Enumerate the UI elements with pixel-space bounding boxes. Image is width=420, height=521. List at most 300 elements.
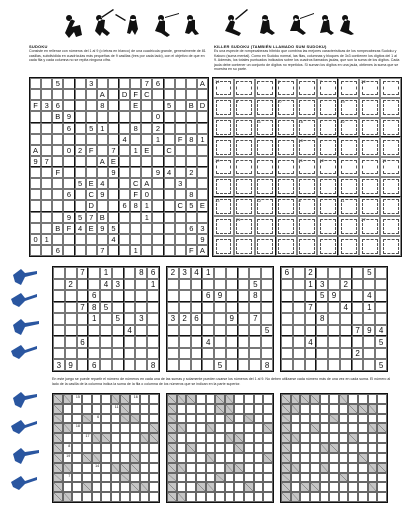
sudoku16-cell[interactable]: 5	[86, 123, 97, 134]
kakuro-entry-cell[interactable]	[101, 423, 111, 433]
sudoku16-cell[interactable]	[130, 134, 141, 145]
kakuro-entry-cell[interactable]	[368, 414, 378, 424]
sudoku9-cell[interactable]	[135, 325, 147, 337]
killer-cell[interactable]	[317, 236, 338, 256]
kakuro-entry-cell[interactable]	[225, 423, 235, 433]
sudoku9-cell[interactable]	[179, 336, 191, 348]
kakuro-entry-cell[interactable]	[358, 414, 368, 424]
killer-cell[interactable]	[297, 197, 318, 217]
sudoku9-cell[interactable]: 3	[179, 267, 191, 279]
sudoku9-cell[interactable]	[191, 325, 203, 337]
kakuro-entry-cell[interactable]	[320, 414, 330, 424]
sudoku16-cell[interactable]	[175, 156, 186, 167]
sudoku9-cell[interactable]	[214, 267, 226, 279]
sudoku16-cell[interactable]: 4	[97, 178, 108, 189]
killer-cell[interactable]	[338, 118, 359, 138]
killer-cell[interactable]	[234, 137, 255, 157]
killer-cell[interactable]	[276, 177, 297, 197]
sudoku16-cell[interactable]	[186, 78, 197, 89]
kakuro-entry-cell[interactable]	[263, 394, 273, 404]
kakuro-entry-cell[interactable]	[63, 482, 73, 492]
sudoku9-cell[interactable]: 8	[88, 302, 100, 314]
sudoku9-cell[interactable]	[88, 267, 100, 279]
sudoku9-cell[interactable]	[112, 348, 124, 360]
kakuro-entry-cell[interactable]	[320, 482, 330, 492]
kakuro-entry-cell[interactable]	[320, 394, 330, 404]
killer-cell[interactable]	[234, 157, 255, 177]
sudoku16-cell[interactable]: 5	[164, 100, 175, 111]
kakuro-entry-cell[interactable]	[186, 423, 196, 433]
sudoku9-cell[interactable]	[261, 336, 273, 348]
sudoku9-cell[interactable]	[202, 313, 214, 325]
kakuro-entry-cell[interactable]	[92, 404, 102, 414]
killer-cell[interactable]	[359, 137, 380, 157]
sudoku16-cell[interactable]: 3	[197, 223, 208, 234]
kakuro-entry-cell[interactable]	[358, 443, 368, 453]
sudoku16-cell[interactable]: 6	[186, 223, 197, 234]
sudoku9-cell[interactable]	[328, 359, 340, 371]
sudoku16-cell[interactable]	[175, 212, 186, 223]
sudoku9-cell[interactable]: 4	[124, 325, 136, 337]
killer-cell[interactable]	[234, 78, 255, 98]
sudoku9-cell[interactable]	[281, 279, 293, 291]
killer-cell[interactable]	[359, 98, 380, 118]
kakuro-entry-cell[interactable]	[72, 492, 82, 502]
sudoku16-cell[interactable]: 8	[130, 200, 141, 211]
kakuro-entry-cell[interactable]	[111, 433, 121, 443]
sudoku16-cell[interactable]: 9	[197, 234, 208, 245]
kakuro-entry-cell[interactable]	[291, 414, 301, 424]
sudoku9-cell[interactable]	[249, 359, 261, 371]
kakuro-entry-cell[interactable]	[358, 482, 368, 492]
kakuro-entry-cell[interactable]	[111, 473, 121, 483]
sudoku16-cell[interactable]	[197, 123, 208, 134]
kakuro-entry-cell[interactable]	[82, 473, 92, 483]
kakuro-entry-cell[interactable]	[215, 453, 225, 463]
kakuro-entry-cell[interactable]	[244, 433, 254, 443]
sudoku16-cell[interactable]	[97, 234, 108, 245]
sudoku16-cell[interactable]	[175, 89, 186, 100]
kakuro-entry-cell[interactable]	[111, 404, 121, 414]
kakuro-entry-cell[interactable]	[111, 414, 121, 424]
kakuro-entry-cell[interactable]	[196, 433, 206, 443]
kakuro-entry-cell[interactable]	[101, 453, 111, 463]
kakuro-entry-cell[interactable]	[320, 423, 330, 433]
sudoku9-cell[interactable]	[316, 325, 328, 337]
killer-cell[interactable]	[213, 157, 234, 177]
sudoku16-cell[interactable]	[186, 89, 197, 100]
killer-cell[interactable]	[359, 118, 380, 138]
sudoku16-cell[interactable]: 9	[97, 189, 108, 200]
killer-cell[interactable]	[213, 98, 234, 118]
sudoku9-cell[interactable]: 9	[214, 290, 226, 302]
sudoku16-cell[interactable]: E	[86, 223, 97, 234]
kakuro-entry-cell[interactable]	[368, 394, 378, 404]
sudoku16-cell[interactable]	[130, 212, 141, 223]
kakuro-entry-cell[interactable]	[206, 433, 216, 443]
sudoku9-cell[interactable]	[53, 267, 65, 279]
sudoku9-cell[interactable]	[135, 348, 147, 360]
sudoku9-cell[interactable]: 5	[100, 302, 112, 314]
killer-cell[interactable]	[380, 197, 401, 217]
sudoku9-cell[interactable]	[214, 279, 226, 291]
sudoku9-cell[interactable]	[65, 302, 77, 314]
sudoku9-cell[interactable]	[293, 348, 305, 360]
sudoku16-cell[interactable]	[52, 145, 63, 156]
sudoku16-cell[interactable]	[152, 89, 163, 100]
kakuro-entry-cell[interactable]	[225, 473, 235, 483]
sudoku16-cell[interactable]	[197, 111, 208, 122]
sudoku9-cell[interactable]	[65, 336, 77, 348]
kakuro-entry-cell[interactable]	[149, 443, 159, 453]
sudoku16-cell[interactable]: 1	[41, 234, 52, 245]
kakuro-entry-cell[interactable]	[186, 482, 196, 492]
kakuro-entry-cell[interactable]	[377, 433, 387, 443]
kakuro-entry-cell[interactable]	[120, 443, 130, 453]
kakuro-entry-cell[interactable]	[101, 394, 111, 404]
kakuro-entry-cell[interactable]	[196, 404, 206, 414]
sudoku16-cell[interactable]	[152, 200, 163, 211]
sudoku9-cell[interactable]	[53, 348, 65, 360]
sudoku9-cell[interactable]	[53, 279, 65, 291]
killer-cell[interactable]	[359, 157, 380, 177]
sudoku9-cell[interactable]	[281, 290, 293, 302]
sudoku9-cell[interactable]	[238, 348, 250, 360]
killer-cell[interactable]	[297, 216, 318, 236]
kakuro-entry-cell[interactable]	[177, 482, 187, 492]
kakuro-entry-cell[interactable]	[72, 482, 82, 492]
sudoku9-cell[interactable]	[238, 325, 250, 337]
sudoku16-cell[interactable]	[197, 189, 208, 200]
sudoku9-cell[interactable]	[214, 313, 226, 325]
sudoku9-cell[interactable]	[135, 290, 147, 302]
killer-cell[interactable]	[380, 98, 401, 118]
kakuro-entry-cell[interactable]	[234, 394, 244, 404]
sudoku9-cell[interactable]	[147, 348, 159, 360]
killer-cell[interactable]	[380, 157, 401, 177]
sudoku16-cell[interactable]	[119, 212, 130, 223]
kakuro-entry-cell[interactable]	[206, 414, 216, 424]
sudoku9-cell[interactable]	[202, 302, 214, 314]
sudoku16-cell[interactable]: 1	[130, 145, 141, 156]
kakuro-entry-cell[interactable]	[310, 433, 320, 443]
killer-cell[interactable]	[338, 157, 359, 177]
sudoku9-cell[interactable]	[340, 313, 352, 325]
sudoku16-cell[interactable]	[108, 200, 119, 211]
kakuro-entry-cell[interactable]	[339, 443, 349, 453]
sudoku16-cell[interactable]	[186, 123, 197, 134]
sudoku16-cell[interactable]	[75, 100, 86, 111]
kakuro-entry-cell[interactable]	[300, 433, 310, 443]
sudoku16-cell[interactable]: D	[86, 200, 97, 211]
sudoku16-cell[interactable]	[75, 200, 86, 211]
kakuro-entry-cell[interactable]	[186, 473, 196, 483]
sudoku16-cell[interactable]: F	[63, 223, 74, 234]
sudoku9-cell[interactable]: 4	[305, 336, 317, 348]
kakuro-entry-cell[interactable]	[63, 433, 73, 443]
kakuro-entry-cell[interactable]	[329, 394, 339, 404]
sudoku16-cell[interactable]	[41, 245, 52, 256]
sudoku9-cell[interactable]	[135, 359, 147, 371]
sudoku9-cell[interactable]	[202, 279, 214, 291]
kakuro-entry-cell[interactable]	[149, 473, 159, 483]
kakuro-entry-cell[interactable]	[358, 473, 368, 483]
sudoku9-cell[interactable]	[363, 313, 375, 325]
kakuro-entry-cell[interactable]	[368, 443, 378, 453]
kakuro-entry-cell[interactable]	[339, 492, 349, 502]
kakuro-entry-cell[interactable]	[225, 492, 235, 502]
sudoku9-cell[interactable]	[124, 336, 136, 348]
sudoku9-cell[interactable]	[293, 302, 305, 314]
killer-cell[interactable]	[380, 236, 401, 256]
sudoku16-cell[interactable]	[119, 245, 130, 256]
killer-cell[interactable]	[276, 197, 297, 217]
sudoku9-cell[interactable]	[179, 290, 191, 302]
sudoku9-cell[interactable]: 5	[112, 313, 124, 325]
sudoku16-cell[interactable]: 5	[108, 223, 119, 234]
sudoku16-cell[interactable]: 7	[86, 212, 97, 223]
kakuro-entry-cell[interactable]	[300, 463, 310, 473]
kakuro-entry-cell[interactable]	[82, 404, 92, 414]
kakuro-entry-cell[interactable]	[177, 453, 187, 463]
kakuro-entry-cell[interactable]	[244, 394, 254, 404]
killer-cell[interactable]	[255, 177, 276, 197]
sudoku9-cell[interactable]	[112, 325, 124, 337]
sudoku16-cell[interactable]: F	[175, 134, 186, 145]
kakuro-entry-cell[interactable]	[140, 492, 150, 502]
sudoku16-cell[interactable]	[164, 178, 175, 189]
sudoku9-cell[interactable]	[328, 279, 340, 291]
kakuro-entry-cell[interactable]	[92, 394, 102, 404]
kakuro-entry-cell[interactable]	[177, 414, 187, 424]
sudoku9-cell[interactable]	[77, 348, 89, 360]
sudoku16-cell[interactable]: 0	[30, 234, 41, 245]
sudoku9-cell[interactable]	[77, 359, 89, 371]
killer-cell[interactable]	[317, 157, 338, 177]
sudoku16-cell[interactable]	[75, 123, 86, 134]
sudoku16-cell[interactable]: A	[30, 145, 41, 156]
sudoku9-cell[interactable]: 1	[305, 279, 317, 291]
sudoku16-cell[interactable]	[97, 200, 108, 211]
kakuro-entry-cell[interactable]	[339, 482, 349, 492]
sudoku9-cell[interactable]	[191, 302, 203, 314]
sudoku16-cell[interactable]	[52, 234, 63, 245]
killer-cell[interactable]	[255, 137, 276, 157]
sudoku16-cell[interactable]	[164, 212, 175, 223]
sudoku16-cell[interactable]: 1	[141, 200, 152, 211]
kakuro-entry-cell[interactable]	[82, 423, 92, 433]
sudoku16-cell[interactable]: F	[130, 189, 141, 200]
kakuro-entry-cell[interactable]	[234, 404, 244, 414]
kakuro-entry-cell[interactable]	[310, 414, 320, 424]
kakuro-entry-cell[interactable]	[254, 394, 264, 404]
kakuro-entry-cell[interactable]	[92, 473, 102, 483]
sudoku9-cell[interactable]: 4	[202, 336, 214, 348]
sudoku9-cell[interactable]: 8	[135, 267, 147, 279]
sudoku16-cell[interactable]: B	[186, 100, 197, 111]
sudoku9-cell[interactable]	[261, 290, 273, 302]
kakuro-entry-cell[interactable]	[72, 463, 82, 473]
kakuro-entry-cell[interactable]	[92, 482, 102, 492]
kakuro-entry-cell[interactable]	[310, 404, 320, 414]
sudoku16-cell[interactable]: 8	[186, 189, 197, 200]
sudoku16-cell[interactable]	[186, 234, 197, 245]
sudoku9-cell[interactable]	[167, 325, 179, 337]
sudoku9-cell[interactable]	[202, 348, 214, 360]
kakuro-entry-cell[interactable]	[329, 453, 339, 463]
sudoku16-cell[interactable]: 7	[41, 156, 52, 167]
sudoku16-cell[interactable]: 2	[152, 123, 163, 134]
kakuro-entry-cell[interactable]	[206, 394, 216, 404]
kakuro-entry-cell[interactable]	[263, 463, 273, 473]
sudoku16-cell[interactable]: 8	[97, 100, 108, 111]
kakuro-entry-cell[interactable]	[254, 433, 264, 443]
kakuro-entry-cell[interactable]	[63, 473, 73, 483]
kakuro-entry-cell[interactable]	[377, 453, 387, 463]
sudoku9-cell[interactable]	[77, 325, 89, 337]
sudoku16-cell[interactable]	[119, 223, 130, 234]
sudoku9-cell[interactable]: 3	[53, 359, 65, 371]
kakuro-entry-cell[interactable]	[348, 423, 358, 433]
sudoku9-cell[interactable]	[124, 359, 136, 371]
kakuro-entry-cell[interactable]	[177, 443, 187, 453]
sudoku16-cell[interactable]	[141, 167, 152, 178]
sudoku9-cell[interactable]	[179, 348, 191, 360]
kakuro-entry-cell[interactable]	[377, 443, 387, 453]
sudoku16-cell[interactable]	[108, 134, 119, 145]
kakuro-entry-cell[interactable]	[140, 473, 150, 483]
sudoku9-cell[interactable]	[340, 290, 352, 302]
killer-cell[interactable]	[276, 78, 297, 98]
sudoku9-cell[interactable]: 5	[249, 279, 261, 291]
killer-cell[interactable]	[234, 98, 255, 118]
killer-cell[interactable]	[213, 137, 234, 157]
sudoku9-cell[interactable]	[100, 290, 112, 302]
sudoku16-cell[interactable]	[186, 178, 197, 189]
sudoku16-cell[interactable]	[175, 234, 186, 245]
sudoku16-cell[interactable]	[41, 223, 52, 234]
sudoku9-cell[interactable]	[112, 359, 124, 371]
sudoku9-cell[interactable]	[135, 279, 147, 291]
kakuro-entry-cell[interactable]	[244, 404, 254, 414]
sudoku9-cell[interactable]	[53, 302, 65, 314]
sudoku16-cell[interactable]	[63, 178, 74, 189]
killer-cell[interactable]	[276, 216, 297, 236]
sudoku16-cell[interactable]	[119, 156, 130, 167]
sudoku9-cell[interactable]: 8	[249, 290, 261, 302]
sudoku9-cell[interactable]	[340, 348, 352, 360]
sudoku9-cell[interactable]: 1	[100, 267, 112, 279]
sudoku9-cell[interactable]: 8	[316, 313, 328, 325]
killer-cell[interactable]	[276, 137, 297, 157]
kakuro-entry-cell[interactable]	[225, 453, 235, 463]
sudoku9-cell[interactable]	[238, 336, 250, 348]
sudoku9-cell[interactable]	[100, 359, 112, 371]
kakuro-entry-cell[interactable]	[329, 492, 339, 502]
kakuro-entry-cell[interactable]	[300, 404, 310, 414]
sudoku9-cell[interactable]	[305, 313, 317, 325]
sudoku9-cell[interactable]: 3	[112, 279, 124, 291]
sudoku16-cell[interactable]	[175, 189, 186, 200]
sudoku16-cell[interactable]	[186, 111, 197, 122]
sudoku9-cell[interactable]	[293, 359, 305, 371]
sudoku16-cell[interactable]	[130, 167, 141, 178]
sudoku16-cell[interactable]	[41, 189, 52, 200]
kakuro-entry-cell[interactable]	[329, 463, 339, 473]
sudoku16-cell[interactable]	[152, 145, 163, 156]
sudoku9-cell[interactable]	[226, 290, 238, 302]
sudoku16-cell[interactable]	[52, 200, 63, 211]
sudoku9-cell[interactable]	[375, 348, 387, 360]
sudoku16-cell[interactable]	[97, 167, 108, 178]
sudoku9-cell[interactable]	[249, 302, 261, 314]
killer-cell[interactable]	[213, 216, 234, 236]
sudoku9-cell[interactable]	[328, 313, 340, 325]
sudoku9-cell[interactable]	[167, 359, 179, 371]
sudoku9-cell[interactable]	[249, 348, 261, 360]
sudoku16-cell[interactable]: 7	[141, 78, 152, 89]
sudoku9-cell[interactable]	[100, 325, 112, 337]
sudoku16-cell[interactable]	[197, 89, 208, 100]
kakuro-entry-cell[interactable]	[244, 453, 254, 463]
sudoku16-cell[interactable]	[119, 100, 130, 111]
sudoku16-cell[interactable]	[41, 167, 52, 178]
kakuro-entry-cell[interactable]	[215, 482, 225, 492]
sudoku16-cell[interactable]: 6	[152, 78, 163, 89]
kakuro-entry-cell[interactable]	[291, 473, 301, 483]
kakuro-entry-cell[interactable]	[225, 443, 235, 453]
kakuro-entry-cell[interactable]	[111, 453, 121, 463]
kakuro-entry-cell[interactable]	[196, 492, 206, 502]
sudoku16-cell[interactable]	[97, 145, 108, 156]
killer-cell[interactable]	[255, 236, 276, 256]
kakuro-entry-cell[interactable]	[234, 482, 244, 492]
sudoku9-cell[interactable]	[261, 279, 273, 291]
sudoku9-cell[interactable]: 6	[191, 313, 203, 325]
kakuro-entry-cell[interactable]	[320, 453, 330, 463]
kakuro-entry-cell[interactable]	[149, 453, 159, 463]
sudoku16-cell[interactable]: B	[52, 111, 63, 122]
sudoku16-cell[interactable]	[108, 89, 119, 100]
sudoku9-cell[interactable]	[281, 302, 293, 314]
sudoku9-cell[interactable]	[238, 290, 250, 302]
killer-cell[interactable]	[317, 78, 338, 98]
sudoku16-cell[interactable]	[164, 189, 175, 200]
killer-cell[interactable]	[276, 118, 297, 138]
kakuro-entry-cell[interactable]	[291, 453, 301, 463]
kakuro-entry-cell[interactable]	[329, 482, 339, 492]
kakuro-entry-cell[interactable]	[120, 482, 130, 492]
sudoku16-cell[interactable]	[141, 223, 152, 234]
kakuro-entry-cell[interactable]	[196, 423, 206, 433]
killer-cell[interactable]	[213, 236, 234, 256]
sudoku9-cell[interactable]	[53, 336, 65, 348]
kakuro-entry-cell[interactable]	[263, 473, 273, 483]
killer-cell[interactable]	[359, 216, 380, 236]
kakuro-entry-cell[interactable]	[140, 443, 150, 453]
sudoku9-cell[interactable]	[305, 290, 317, 302]
kakuro-entry-cell[interactable]	[186, 492, 196, 502]
sudoku16-cell[interactable]	[52, 156, 63, 167]
sudoku16-cell[interactable]	[30, 245, 41, 256]
sudoku16-cell[interactable]	[63, 234, 74, 245]
kakuro-entry-cell[interactable]	[120, 453, 130, 463]
sudoku9-cell[interactable]	[261, 302, 273, 314]
kakuro-entry-cell[interactable]	[348, 443, 358, 453]
kakuro-entry-cell[interactable]	[244, 443, 254, 453]
sudoku16-cell[interactable]: D	[197, 100, 208, 111]
killer-cell[interactable]	[317, 216, 338, 236]
